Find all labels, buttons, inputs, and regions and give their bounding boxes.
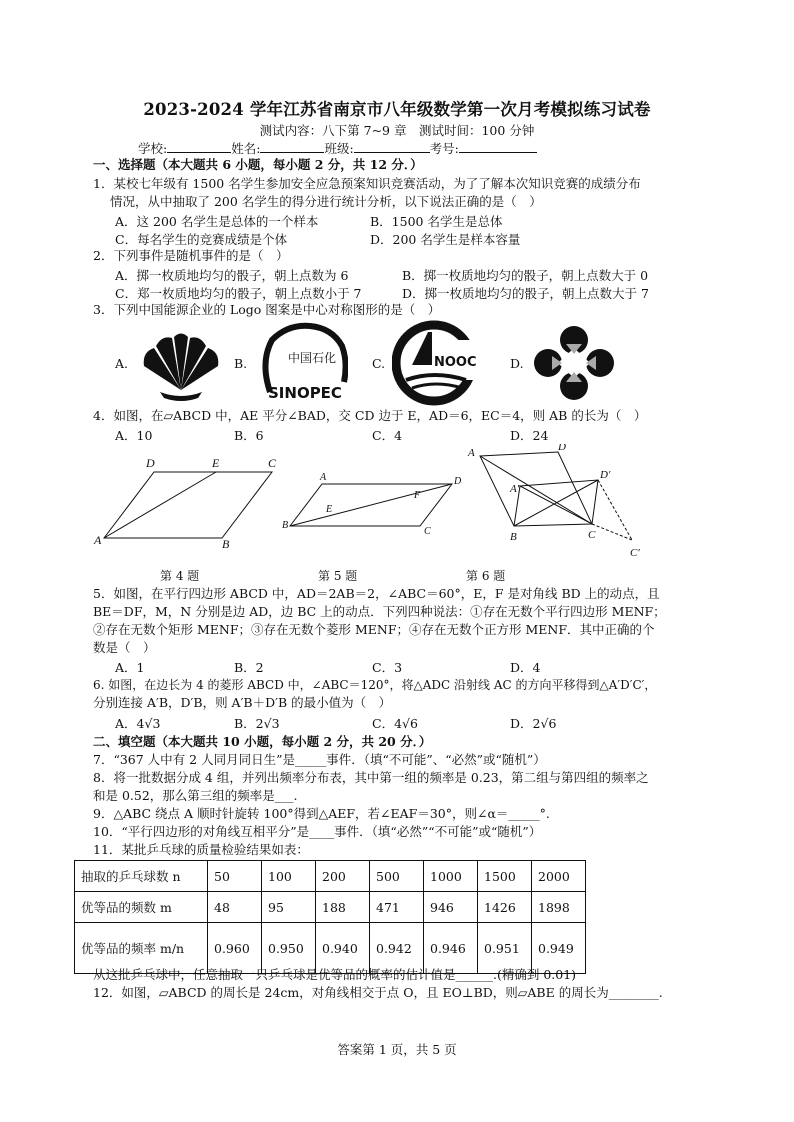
svg-text:C′: C′ (630, 547, 640, 559)
table-cell: 0.949 (532, 923, 586, 974)
q1-option-b[interactable]: B．1500 名学生是总体 (370, 214, 503, 229)
logo-b-text: 中国石化 (288, 351, 337, 365)
svg-text:A: A (320, 472, 327, 483)
q10-text: 10．“平行四边形的对角线互相平分”是____事件．（填“必然”“不可能”或“随机”） (93, 824, 542, 839)
q6-text-2: 分别连接 A′B，D′B，则 A′B＋D′B 的最小值为（ ） (93, 695, 392, 710)
svg-text:E: E (212, 456, 220, 470)
q6-option-c[interactable]: C．4√6 (372, 716, 418, 731)
table-cell: 0.946 (424, 923, 478, 974)
page-subtitle: 测试内容：八下第 7~9 章 测试时间：100 分钟 (259, 123, 535, 138)
q8-text-2: 和是 0.52，那么第三组的频率是___. (93, 788, 298, 803)
svg-text:B: B (282, 520, 289, 531)
svg-text:D: D (146, 456, 155, 470)
school-field[interactable] (167, 140, 231, 153)
svg-text:A′: A′ (510, 483, 520, 495)
q4-option-a[interactable]: A．10 (115, 428, 153, 443)
q6-text: 6. 如图，在边长为 4 的菱形 ABCD 中，∠ABC＝120°，将△ADC 沿射线 AC 的方向平移得到△A′D′C′， (93, 678, 657, 692)
table-cell: 200 (316, 861, 370, 892)
q11-frequency-table (74, 860, 586, 974)
q5-option-c[interactable]: C．3 (372, 660, 403, 675)
table-cell: 优等品的频数 m (75, 892, 208, 923)
figure-5-caption: 第 5 题 (318, 569, 358, 583)
table-cell: 0.942 (370, 923, 424, 974)
q5-text-3: ②存在无数个矩形 MENF；③存在无数个菱形 MENF；④存在无数个正方形 MENF．其中正确的个 (93, 622, 655, 637)
student-info (138, 139, 537, 157)
q7-text: 7．“367 人中有 2 人同月同日生”是_____事件．（填“不可能”、“必然”或“随机”） (93, 752, 546, 767)
q3-option-d[interactable]: D. (510, 356, 524, 371)
q2-option-c[interactable]: C．郑一枚质地均匀的骰子，朝上点数小于 7 (115, 286, 362, 301)
table-cell: 48 (208, 892, 262, 923)
q5-option-b[interactable]: B．2 (234, 660, 264, 675)
page-title: 2023-2024 学年江苏省南京市八年级数学第一次月考模拟练习试卷 (143, 100, 651, 119)
section2-heading: 二、填空题（本大题共 10 小题，每小题 2 分，共 20 分．） (93, 734, 432, 749)
q6-option-a[interactable]: A．4√3 (115, 716, 161, 731)
svg-text:A: A (468, 447, 475, 459)
svg-text:C: C (268, 456, 277, 470)
q1-option-c[interactable]: C．每名学生的竞赛成绩是个体 (115, 232, 288, 247)
table-cell: 100 (262, 861, 316, 892)
svg-text:B: B (510, 531, 517, 543)
svg-text:D: D (454, 476, 462, 487)
class-field[interactable] (354, 140, 430, 153)
figure-5-parallelogram (280, 466, 470, 536)
q2-option-b[interactable]: B．掷一枚质地均匀的骰子，朝上点数大于 0 (402, 268, 649, 283)
table-cell: 0.951 (478, 923, 532, 974)
number-field[interactable] (459, 140, 537, 153)
q4-option-c[interactable]: C．4 (372, 428, 403, 443)
school-label: 学校: (138, 141, 168, 156)
table-cell: 946 (424, 892, 478, 923)
q9-text: 9．△ABC 绕点 A 顺时针旋转 100°得到△AEF，若∠EAF＝30°，则∠α＝_____°. (93, 806, 550, 821)
q1-option-a[interactable]: A．这 200 名学生是总体的一个样本 (115, 214, 319, 229)
q12-text: 12．如图，▱ABCD 的周长是 24cm，对角线相交于点 O，且 EO⊥BD，则▱ABE 的周长为________. (93, 985, 663, 1000)
svg-text:C: C (424, 526, 431, 536)
q4-option-b[interactable]: B．6 (234, 428, 264, 443)
table-cell: 0.960 (208, 923, 262, 974)
logo-d-circles-icon (534, 326, 614, 400)
q1-text: 1．某校七年级有 1500 名学生参加安全应急预案知识竞赛活动，为了了解本次知识竞赛的成绩分布 (93, 176, 641, 191)
name-field[interactable] (260, 140, 324, 153)
svg-text:C: C (588, 529, 596, 541)
section1-heading: 一、选择题（本大题共 6 小题，每小题 2 分，共 12 分．） (93, 157, 423, 172)
q6-option-b[interactable]: B．2√3 (234, 716, 280, 731)
figure-6-rhombus (464, 444, 660, 568)
svg-text:D: D (558, 444, 566, 453)
q6-option-d[interactable]: D．2√6 (510, 716, 557, 731)
q4-text: 4．如图，在▱ABCD 中，AE 平分∠BAD，交 CD 边于 E，AD＝6，EC＝4，则 AB 的长为（ ） (93, 408, 647, 423)
table-cell: 抽取的乒乓球数 n (75, 861, 208, 892)
table-cell: 95 (262, 892, 316, 923)
name-label: 姓名: (231, 141, 261, 156)
svg-text:F: F (414, 490, 421, 501)
q3-option-a[interactable]: A. (115, 356, 129, 371)
table-row (75, 923, 586, 974)
table-row (75, 861, 586, 892)
table-cell: 1898 (532, 892, 586, 923)
figure-6-caption: 第 6 题 (466, 569, 506, 583)
table-cell: 0.950 (262, 923, 316, 974)
page-footer: 答案第 1 页，共 5 页 (337, 1042, 457, 1057)
logo-b-subtext: SINOPEC (268, 384, 342, 402)
table-cell: 1000 (424, 861, 478, 892)
table-row (75, 892, 586, 923)
svg-text:E: E (326, 504, 333, 515)
figure-4-caption: 第 4 题 (160, 569, 200, 583)
logo-c-cnooc-icon (392, 320, 484, 406)
svg-text:D′: D′ (600, 469, 611, 481)
q2-option-d[interactable]: D．掷一枚质地均匀的骰子，朝上点数大于 7 (402, 286, 649, 301)
q3-option-b[interactable]: B. (234, 356, 248, 371)
q5-option-d[interactable]: D．4 (510, 660, 541, 675)
class-label: 班级: (324, 141, 354, 156)
svg-text:A: A (94, 533, 102, 547)
table-cell: 0.940 (316, 923, 370, 974)
q11-text: 11．某批乒乓球的质量检验结果如表： (93, 842, 309, 857)
svg-text:B: B (222, 537, 230, 548)
q8-text: 8．将一批数据分成 4 组，并列出频率分布表，其中第一组的频率是 0.23，第二组与第四组的频率之 (93, 770, 649, 785)
q1-option-d[interactable]: D．200 名学生是样本容量 (370, 232, 521, 247)
number-label: 考号: (429, 141, 459, 156)
table-cell: 优等品的频率 m/n (75, 923, 208, 974)
q11-after-text: 从这批乒乓球中，任意抽取一只乒乓球是优等品的概率的估计值是______.(精确到 0.01) (93, 967, 577, 982)
q2-option-a[interactable]: A．掷一枚质地均匀的骰子，朝上点数为 6 (115, 268, 349, 283)
logo-c-text: NOOC (434, 355, 477, 370)
q2-text: 2．下列事件是随机事件的是（ ） (93, 248, 289, 263)
logo-b-sinopec-icon (258, 322, 348, 404)
table-cell: 1500 (478, 861, 532, 892)
q5-text: 5．如图，在平行四边形 ABCD 中，AD＝2AB＝2，∠ABC＝60°，E，F 是对角线 BD 上的动点，且 (93, 586, 660, 601)
q5-option-a[interactable]: A．1 (115, 660, 145, 675)
q5-text-2: BE＝DF，M，N 分别是边 AD，边 BC 上的动点．下列四种说法：①存在无数个平行四边形 MENF； (93, 604, 666, 619)
q3-option-c[interactable]: C. (372, 356, 386, 371)
table-cell: 471 (370, 892, 424, 923)
table-cell: 500 (370, 861, 424, 892)
table-cell: 1426 (478, 892, 532, 923)
table-cell: 2000 (532, 861, 586, 892)
q4-option-d[interactable]: D．24 (510, 428, 549, 443)
logo-a-shell-icon (140, 330, 222, 402)
figure-4-parallelogram (92, 456, 292, 548)
table-cell: 50 (208, 861, 262, 892)
q3-text: 3．下列中国能源企业的 Logo 图案是中心对称图形的是（ ） (93, 302, 441, 317)
q5-text-4: 数是（ ） (93, 640, 156, 655)
table-cell: 188 (316, 892, 370, 923)
q1-text-2: 情况，从中抽取了 200 名学生的得分进行统计分析，以下说法正确的是（ ） (110, 194, 542, 209)
